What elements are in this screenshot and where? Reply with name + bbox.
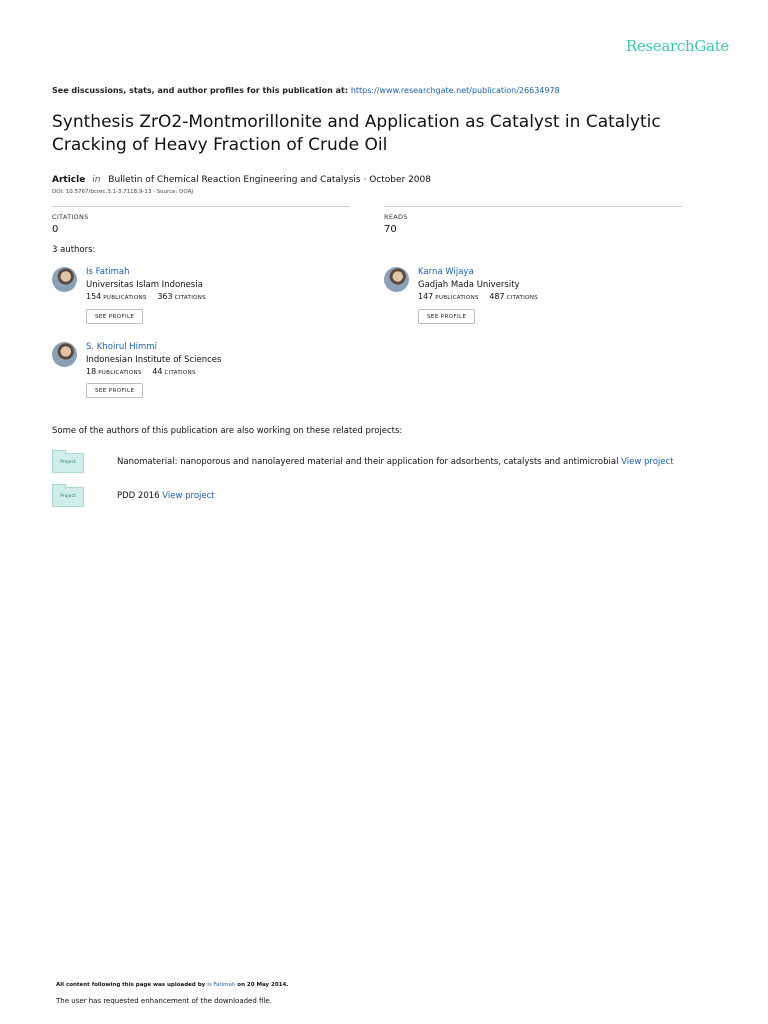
see-profile-button[interactable]: SEE PROFILE [86,383,143,398]
author-avatar[interactable] [384,267,409,292]
publication-title: Synthesis ZrO2-Montmorillonite and Application as Catalyst in Catalytic Cracking of Heavy Fraction of Crude Oil [52,112,661,155]
doi-line: DOI: 10.5767/bcrec.3.1-3.7118.9-13 · Source: DOAJ [52,189,193,195]
author-card [52,267,372,337]
project-title: PDD 2016 [117,491,160,501]
uploader-link[interactable]: Is Fatimah [207,982,236,988]
reads-divider [384,206,682,207]
see-profile-button[interactable]: SEE PROFILE [86,309,143,324]
author-citations-count: 487 [489,292,505,301]
author-avatar[interactable] [52,267,77,292]
see-profile-button[interactable]: SEE PROFILE [418,309,475,324]
author-citations-count: 363 [157,292,173,301]
author-citations-count: 44 [152,367,163,376]
publications-label: PUBLICATIONS [435,295,479,301]
in-word: in [92,175,101,185]
enhancement-note: The user has requested enhancement of the downloaded file. [56,997,272,1005]
project-title: Nanomaterial: nanoporous and nanolayered material and their application for adsorbents, catalysts and antimicrobial [117,457,619,467]
author-citations-label: CITATIONS [174,295,206,301]
author-institution: Indonesian Institute of Sciences [86,355,222,365]
view-project-link[interactable]: View project [162,491,215,501]
project-description [117,491,215,501]
upload-suffix: on 20 May 2014. [237,982,289,988]
author-avatar[interactable] [52,342,77,367]
project-icon-label: Project [60,460,76,465]
author-name-link[interactable]: Karna Wijaya [418,267,474,277]
discussion-text: See discussions, stats, and author profiles for this publication at: [52,86,349,95]
author-citations-label: CITATIONS [164,370,196,376]
researchgate-logo[interactable]: ResearchGate [625,37,729,55]
project-icon-label: Project [60,494,76,499]
author-name-link[interactable]: S. Khoirul Himmi [86,342,157,352]
reads-value: 70 [384,224,397,235]
citations-divider [52,206,350,207]
related-projects-heading: Some of the authors of this publication are also working on these related projects: [52,426,403,436]
author-citations-label: CITATIONS [506,295,538,301]
publications-label: PUBLICATIONS [98,370,142,376]
authors-count: 3 authors: [52,245,96,255]
publications-count: 154 [86,292,102,301]
article-type: Article [52,175,86,185]
discussion-line [52,86,560,95]
publications-count: 18 [86,367,97,376]
journal-venue: Bulletin of Chemical Reaction Engineering and Catalysis · October 2008 [108,175,431,185]
author-stats [418,292,546,301]
project-row [52,453,702,477]
reads-label: READS [384,213,408,221]
upload-prefix: All content following this page was uploaded by [56,982,206,988]
project-folder-icon[interactable] [52,453,84,473]
project-row [52,487,702,511]
citations-label: CITATIONS [52,213,89,221]
author-stats [86,367,204,376]
project-description [117,457,674,467]
project-folder-icon[interactable] [52,487,84,507]
author-stats [86,292,214,301]
publications-count: 147 [418,292,434,301]
upload-note [56,982,288,988]
author-institution: Gadjah Mada University [418,280,520,290]
citations-value: 0 [52,224,59,235]
view-project-link[interactable]: View project [621,457,674,467]
publications-label: PUBLICATIONS [103,295,147,301]
author-card [384,267,704,337]
author-name-link[interactable]: Is Fatimah [86,267,130,277]
article-meta [52,175,431,185]
publication-url-link[interactable]: https://www.researchgate.net/publication/26634978 [350,86,560,95]
author-institution: Universitas Islam Indonesia [86,280,203,290]
author-card [52,342,372,412]
